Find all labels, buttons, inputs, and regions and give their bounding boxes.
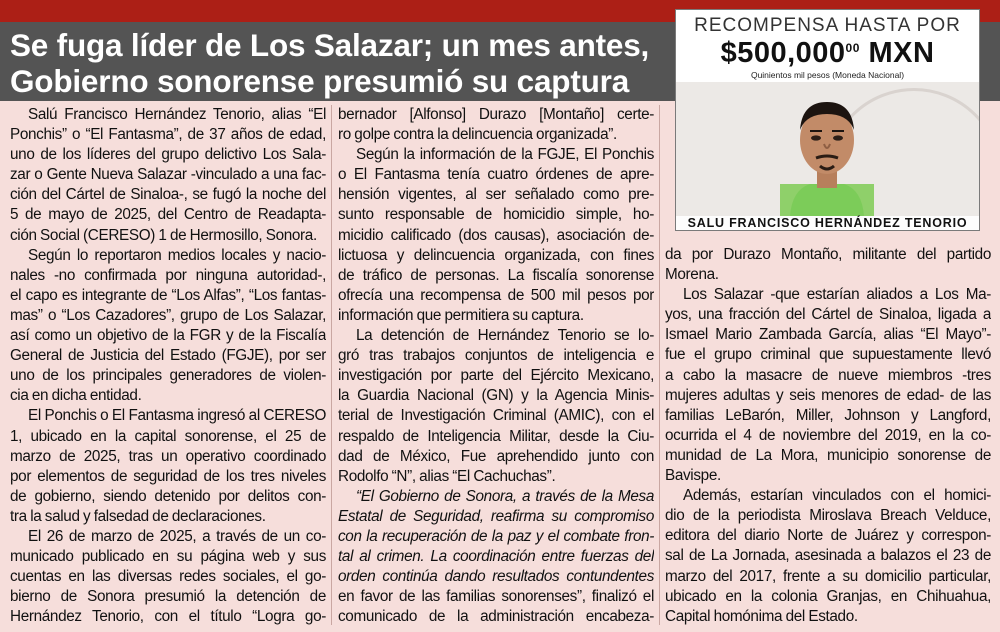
- text-line: respaldo de Inteligencia Militar, desde la Ciu-: [338, 427, 654, 445]
- text-line: marzo de 2025, tras un operativo coordinado: [10, 447, 326, 465]
- text-line: investigación por parte del Ejército Mexicano,: [338, 367, 654, 385]
- text-line: micidio calificado (dos causas), asociación de-: [338, 226, 654, 244]
- text-line: sunto responsable de homicidio simple, ho-: [338, 206, 654, 224]
- wanted-poster: [675, 9, 980, 231]
- article-column-1: [10, 105, 326, 627]
- text-line: tra la salud y falsedad de declaraciones.: [10, 507, 266, 525]
- text-line: Capital homónima del Estado.: [665, 607, 858, 625]
- text-line: familias LeBarón, Miller, Johnson y Langford,: [665, 406, 991, 424]
- text-line: en favor de las familias sonorenses”, finalizó el: [338, 588, 654, 606]
- text-line: Según lo reportaron medios locales y nacio-: [28, 246, 326, 264]
- column-divider: [659, 105, 660, 625]
- text-line: sal de La Jornada, asesinada a balazos el 23 de: [665, 547, 991, 565]
- text-line: fue el grupo criminal que supuestamente llevó: [665, 346, 991, 364]
- text-line: tal al crimen. La coordinación entre fuerzas del: [338, 548, 654, 566]
- text-line: El Ponchis o El Fantasma ingresó al CERESO: [28, 407, 326, 425]
- text-line: Morena.: [665, 266, 719, 284]
- text-line: Según la información de la FGJE, El Ponchis: [356, 146, 654, 164]
- text-line: cuentas en las diversas redes sociales, el go-: [10, 568, 326, 586]
- text-line: yos, una fracción del Cártel de Sinaloa, ligada a: [665, 306, 991, 324]
- headline-line-1: Se fuga líder de Los Salazar; un mes antes,: [10, 27, 650, 63]
- reward-amount-line: [676, 37, 979, 70]
- text-line: a cabo la masacre de nueve miembros -tres: [665, 366, 991, 384]
- text-line: da por Durazo Montaño, militante del partido: [665, 246, 991, 263]
- text-line: dad de México, Fue aprehendido junto con: [338, 447, 654, 465]
- text-line: Ismael Mario Zambada García, alias “El Mayo”-: [665, 326, 991, 344]
- text-line: bernador [Alfonso] Durazo [Montaño] certe-: [338, 106, 654, 123]
- text-line: mas” o “Los Cazadores”, grupo de Los Salazar,: [10, 306, 326, 324]
- text-line: por elementos de seguridad de los tres niveles: [10, 467, 326, 485]
- text-line: terial de Investigación Criminal (AMIC), con el: [338, 407, 654, 425]
- text-line: así como un objetivo de la FGR y de la Fiscalía: [10, 327, 326, 345]
- text-line: orden continúa dando resultados contundentes: [338, 568, 654, 586]
- text-line: El 26 de marzo de 2025, a través de un co-: [28, 527, 326, 545]
- text-line: Estatal de Seguridad, reafirma su compromiso: [338, 507, 654, 525]
- text-line: zar o Gente Nueva Salazar -vinculado a una fac-: [10, 166, 326, 184]
- fugitive-name: SALU FRANCISCO HERNÁNDEZ TENORIO: [676, 216, 979, 230]
- text-line: la Guardia Nacional (GN) y la Agencia Minis-: [338, 387, 654, 405]
- reward-currency: MXN: [868, 37, 935, 69]
- article-column-3: [665, 245, 991, 627]
- text-line: “El Gobierno de Sonora, a través de la Mesa: [356, 487, 654, 505]
- text-line: comunicado de la administración encabeza-: [338, 608, 654, 626]
- text-line: información que permitiera su captura.: [338, 306, 584, 324]
- text-line: de gobierno, siendo detenido por delitos con-: [10, 487, 326, 505]
- text-line: ubicado en la colonia Granjas, en Chihuahua,: [665, 587, 991, 605]
- text-line: munidad de La Mora, municipio sonorense de: [665, 446, 991, 464]
- text-line: Rodolfo “N”, alias “El Cachuchas”.: [338, 467, 556, 485]
- reward-cents: 00: [845, 41, 860, 55]
- text-line: La detención de Hernández Tenorio se lo-: [356, 327, 654, 345]
- mugshot-photo: [676, 82, 979, 217]
- text-line: ofrecía una recompensa de 500 mil pesos por: [338, 286, 654, 304]
- text-line: Bavispe.: [665, 467, 721, 485]
- text-line: 5 de mayo de 2025, del Centro de Readapta-: [10, 206, 326, 224]
- text-line: Ponchis” o “El Fantasma”, de 37 años de edad,: [10, 126, 326, 144]
- text-line: ro golpe contra la delincuencia organizada”.: [338, 126, 617, 144]
- reward-words: Quinientos mil pesos (Moneda Nacional): [750, 70, 905, 80]
- column-divider: [331, 105, 332, 625]
- text-line: Además, estarían vinculados con el homici-: [683, 487, 991, 505]
- text-line: hensión vigentes, al ser señalado como pre-: [338, 186, 654, 204]
- text-line: ocurrida el 4 de noviembre del 2019, en la co-: [665, 426, 991, 444]
- text-line: mujeres adultas y seis menores de edad- de las: [665, 386, 991, 404]
- headline: [10, 27, 670, 99]
- text-line: cia en dicha entidad.: [10, 387, 142, 405]
- text-line: uno de los líderes del grupo delictivo Los Sala-: [10, 146, 326, 164]
- text-line: Hernández Tenorio, con el título “Logra go-: [10, 608, 326, 626]
- mugshot-portrait: [780, 88, 874, 216]
- text-line: dio de la periodista Miroslava Breach Velduce,: [665, 507, 991, 525]
- text-line: nales -no confirmada por ninguna autoridad-,: [10, 266, 326, 284]
- article-column-2: [338, 105, 654, 627]
- text-line: ción Social (CERESO) 1 de Hermosillo, Sonora.: [10, 226, 317, 244]
- text-line: lictuosa y delincuencia organizada, con fines: [338, 246, 654, 264]
- text-line: Los Salazar -que estarían aliados a Los Ma-: [683, 286, 991, 304]
- text-line: gró tras trabajos conjuntos de inteligencia e: [338, 347, 654, 365]
- text-line: marzo del 2017, frente a su domicilio particular,: [665, 567, 991, 585]
- text-line: editora del diario Norte de Juárez y correspon-: [665, 527, 991, 545]
- text-line: o El Fantasma tenía cuatro órdenes de apre-: [338, 166, 654, 184]
- text-line: uno de los principales generadores de violen-: [10, 367, 326, 385]
- text-line: bierno de Sonora presumió la detención de: [10, 588, 326, 606]
- text-line: Salú Francisco Hernández Tenorio, alias “El: [28, 106, 326, 123]
- text-line: con la recuperación de la paz y el combate fron-: [338, 527, 654, 545]
- reward-title: RECOMPENSA HASTA POR: [694, 15, 961, 36]
- text-line: 1, ubicado en la capital sonorense, el 25 de: [10, 427, 326, 445]
- text-line: municado publicado en su página web y sus: [10, 548, 326, 566]
- text-line: de tráfico de personas. La fiscalía sonorense: [338, 266, 654, 284]
- text-line: General de Justicia del Estado (FGJE), por ser: [10, 347, 326, 365]
- text-line: el capo es integrante de “Los Alfas”, “Los fantas-: [10, 286, 326, 304]
- reward-amount: $500,000: [720, 37, 846, 69]
- headline-line-2: Gobierno sonorense presumió su captura: [10, 63, 630, 99]
- text-line: ción del Cártel de Sinaloa-, se fugó la noche del: [10, 186, 326, 204]
